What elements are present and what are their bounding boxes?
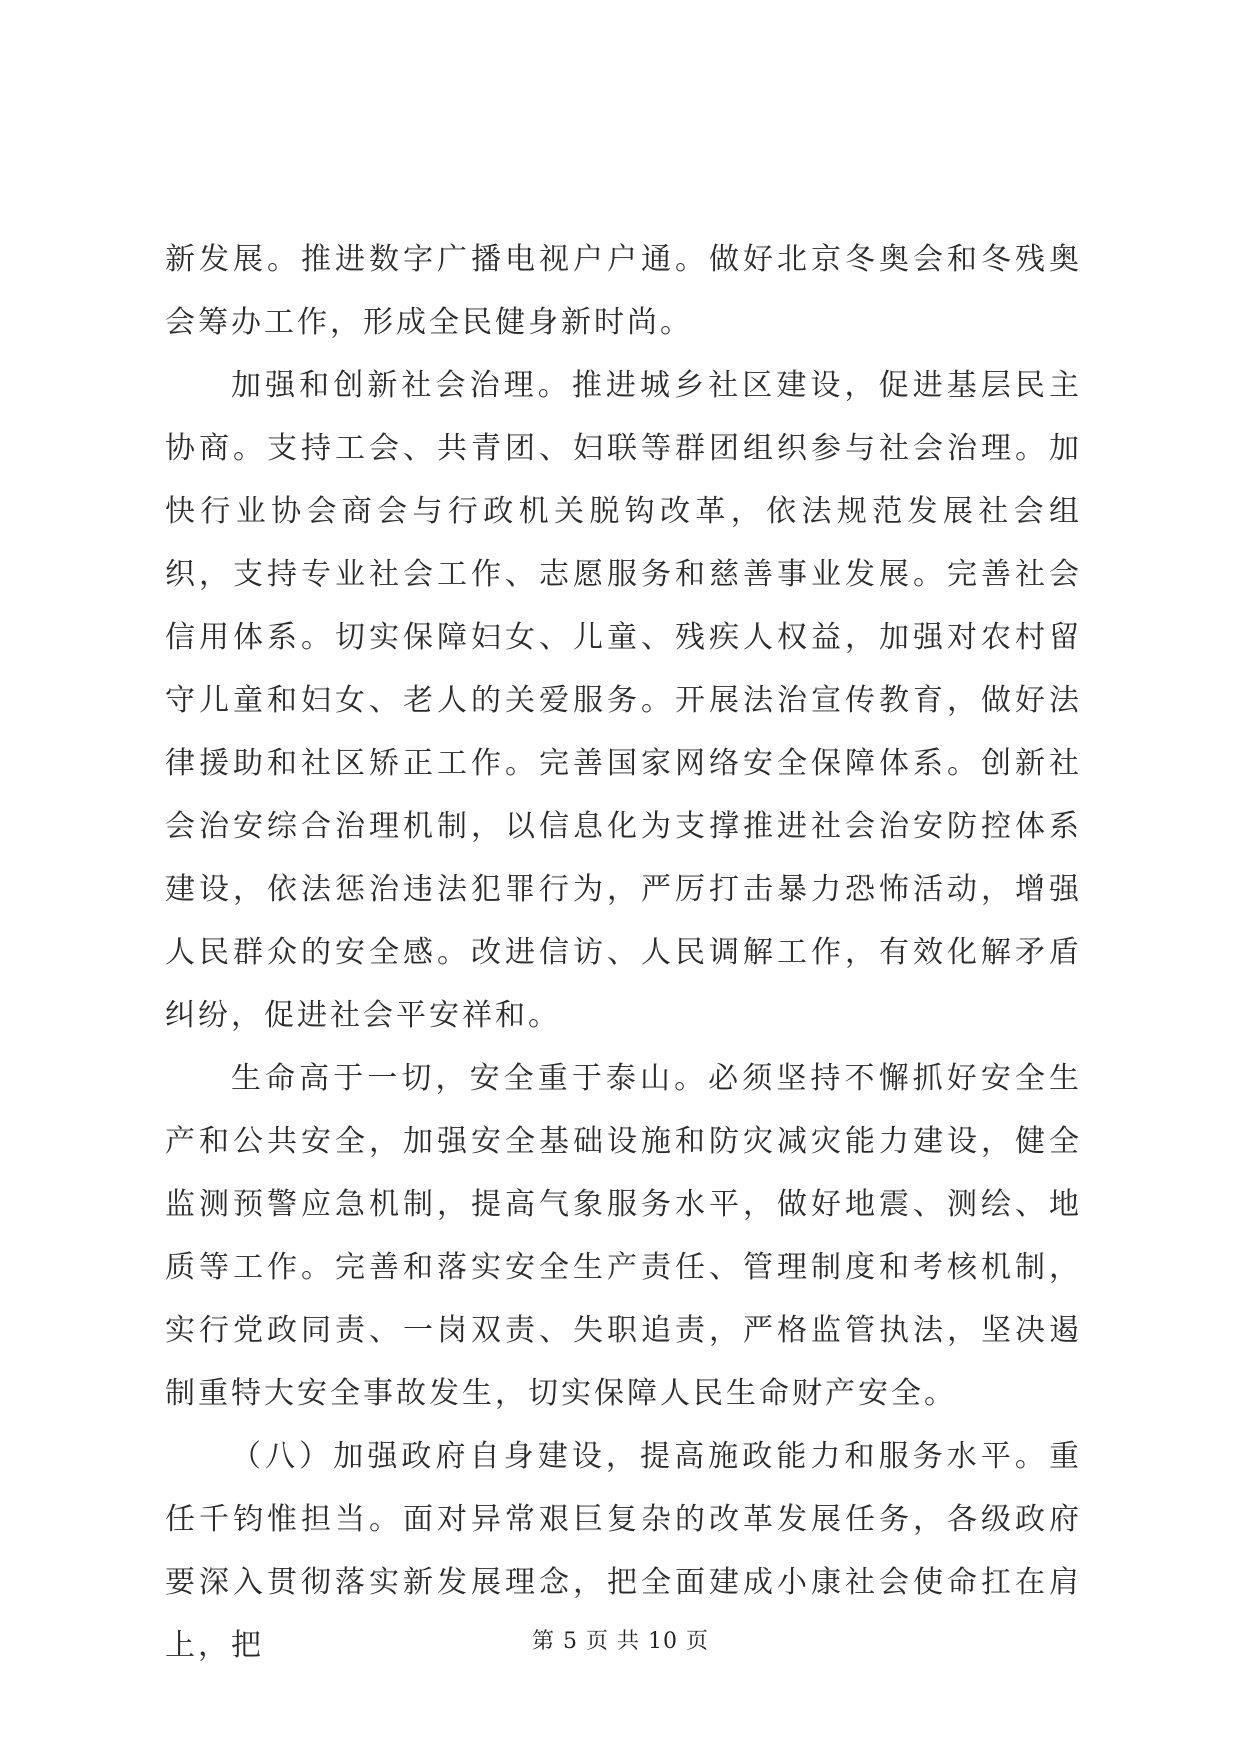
page-number-footer: 第 5 页 共 10 页 — [532, 1629, 709, 1654]
paragraph-continuation: 新发展。推进数字广播电视户户通。做好北京冬奥会和冬残奥会筹办工作，形成全民健身新时尚。 — [165, 242, 1082, 340]
body-text — [165, 228, 1082, 1677]
paragraph-public-safety: 生命高于一切，安全重于泰山。必须坚持不懈抓好安全生产和公共安全，加强安全基础设施和防灾减灾能力建设，健全监测预警应急机制，提高气象服务水平，做好地震、测绘、地质等工作。完善和落实安全生产责任、管理制度和考核机制，实行党政同责、一岗双责、失职追责，严格监管执法，坚决遏制重特大安全事故发生，切实保障人民生命财产安全。 — [165, 1061, 1082, 1411]
paragraph-social-governance: 加强和创新社会治理。推进城乡社区建设，促进基层民主协商。支持工会、共青团、妇联等群团组织参与社会治理。加快行业协会商会与行政机关脱钩改革，依法规范发展社会组织，支持专业社会工作、志愿服务和慈善事业发展。完善社会信用体系。切实保障妇女、儿童、残疾人权益，加强对农村留守儿童和妇女、老人的关爱服务。开展法治宣传教育，做好法律援助和社区矫正工作。完善国家网络安全保障体系。创新社会治安综合治理机制，以信息化为支撑推进社会治安防控体系建设，依法惩治违法犯罪行为，严厉打击暴力恐怖活动，增强人民群众的安全感。改进信访、人民调解工作，有效化解矛盾纠纷，促进社会平安祥和。 — [165, 368, 1082, 1033]
paragraph-government-building: （八）加强政府自身建设，提高施政能力和服务水平。重任千钧惟担当。面对异常艰巨复杂的改革发展任务，各级政府要深入贯彻落实新发展理念，把全面建成小康社会使命扛在肩上，把 — [165, 1439, 1082, 1663]
